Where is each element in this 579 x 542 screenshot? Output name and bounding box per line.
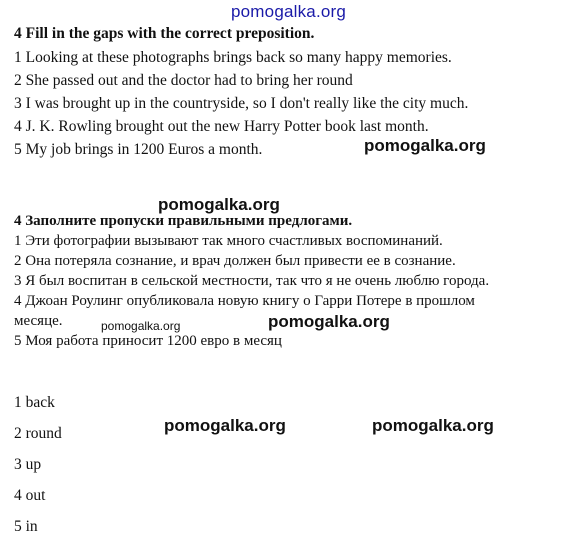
answer-item: 5 in	[14, 518, 38, 535]
watermark: pomogalka.org	[364, 136, 486, 155]
watermark-top[interactable]: pomogalka.org	[231, 2, 347, 21]
exercise-item-ru: 5 Моя работа приносит 1200 евро в месяц	[14, 333, 282, 349]
answer-item: 1 back	[14, 394, 55, 411]
answer-item: 3 up	[14, 456, 42, 473]
watermark: pomogalka.org	[372, 416, 494, 435]
watermark: pomogalka.org	[268, 312, 390, 331]
watermark: pomogalka.org	[158, 195, 280, 214]
exercise-heading-en: 4 Fill in the gaps with the correct preposition.	[14, 25, 315, 42]
exercise-item-ru-continued: месяце.	[14, 313, 63, 329]
exercise-item: 2 She passed out and the doctor had to bring her round	[14, 72, 353, 89]
exercise-heading-ru: 4 Заполните пропуски правильными предлогами.	[14, 213, 353, 229]
exercise-item-ru: 1 Эти фотографии вызывают так много счастливых воспоминаний.	[14, 233, 443, 249]
watermark: pomogalka.org	[164, 416, 286, 435]
watermark-small: pomogalka.org	[101, 319, 181, 333]
exercise-item: 5 My job brings in 1200 Euros a month.	[14, 141, 263, 158]
exercise-item-ru: 2 Она потеряла сознание, и врач должен был привести ее в сознание.	[14, 253, 456, 269]
exercise-item: 4 J. K. Rowling brought out the new Harry Potter book last month.	[14, 118, 429, 135]
answer-item: 4 out	[14, 487, 46, 504]
exercise-item-ru: 4 Джоан Роулинг опубликовала новую книгу о Гарри Потере в прошлом	[14, 293, 475, 309]
exercise-item-ru: 3 Я был воспитан в сельской местности, так что я не очень люблю города.	[14, 273, 490, 289]
answer-item: 2 round	[14, 425, 62, 442]
exercise-item: 3 I was brought up in the countryside, so I don't really like the city much.	[14, 95, 469, 112]
exercise-item: 1 Looking at these photographs brings back so many happy memories.	[14, 49, 452, 66]
